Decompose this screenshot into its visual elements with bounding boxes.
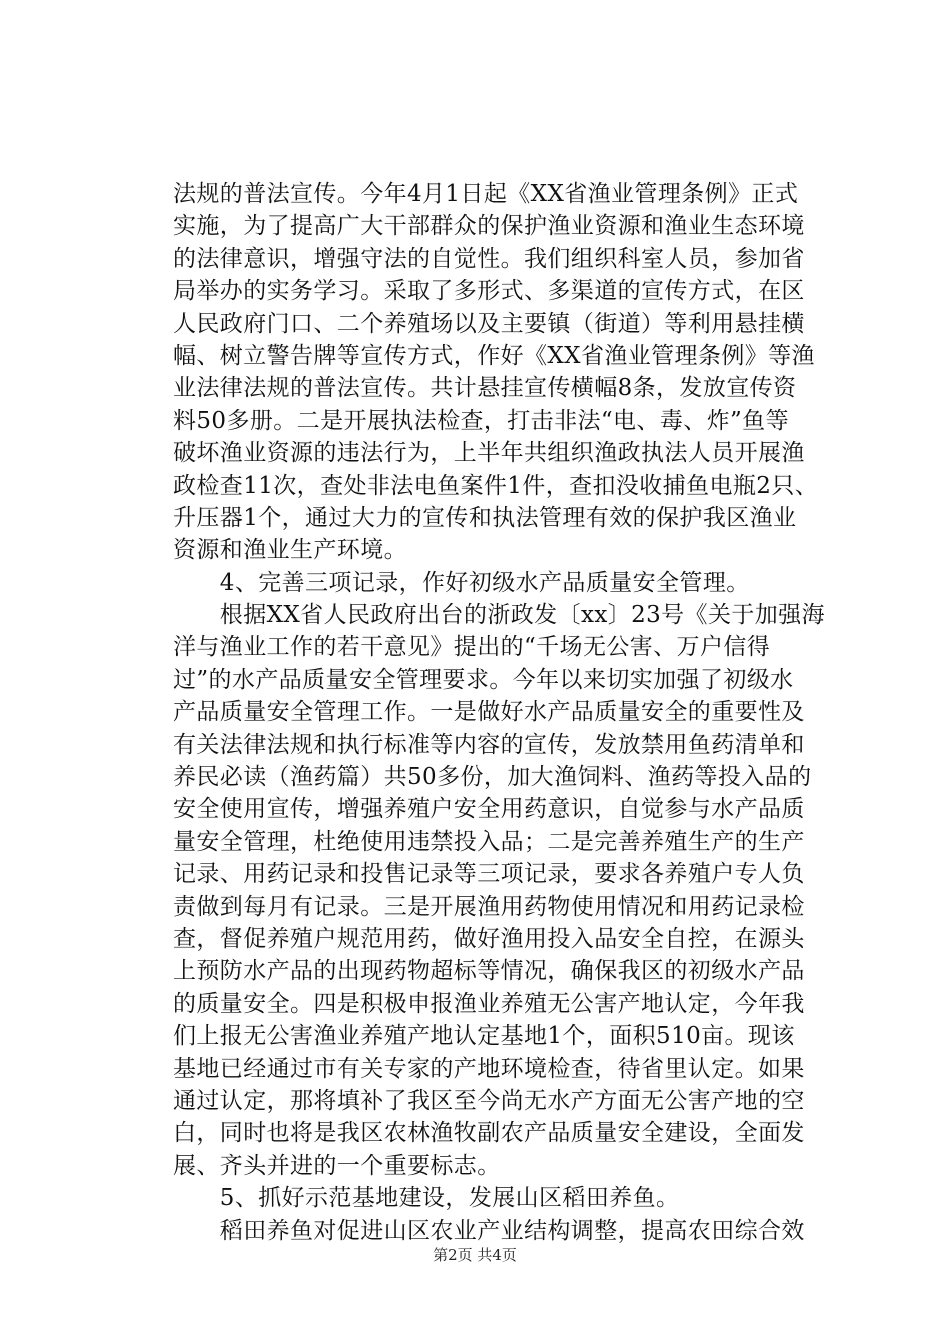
text-line: 基地已经通过市有关专家的产地环境检查，待省里认定。如果 [173, 1055, 805, 1082]
text-line: 养民必读（渔药篇）共50多份，加大渔饲料、渔药等投入品的 [173, 764, 812, 791]
text-line: 升压器1个，通过大力的宣传和执法管理有效的保护我区渔业 [173, 504, 797, 531]
text-line: 白，同时也将是我区农林渔牧副农产品质量安全建设，全面发 [173, 1120, 805, 1147]
text-line: 实施，为了提高广大干部群众的保护渔业资源和渔业生态环境 [173, 213, 805, 240]
text-line: 政检查11次，查处非法电鱼案件1件，查扣没收捕鱼电瓶2只、 [173, 472, 819, 499]
text-line: 有关法律法规和执行标准等内容的宣传，发放禁用鱼药清单和 [173, 731, 805, 758]
text-line: 料50多册。二是开展执法检查，打击非法“电、毒、炸”鱼等 [173, 407, 789, 434]
text-line: 局举办的实务学习。采取了多形式、多渠道的宣传方式，在区 [173, 278, 805, 305]
text-line: 产品质量安全管理工作。一是做好水产品质量安全的重要性及 [173, 699, 805, 726]
text-line: 通过认定，那将填补了我区至今尚无水产方面无公害产地的空 [173, 1087, 805, 1114]
text-line: 法规的普法宣传。今年4月1日起《XX省渔业管理条例》正式 [173, 181, 799, 207]
text-line: 上预防水产品的出现药物超标等情况，确保我区的初级水产品 [173, 958, 805, 985]
text-line: 稻田养鱼对促进山区农业产业结构调整，提高农田综合效 [173, 1217, 805, 1244]
text-line: 记录、用药记录和投售记录等三项记录，要求各养殖户专人负 [173, 861, 805, 888]
text-line: 5、抓好示范基地建设，发展山区稻田养鱼。 [173, 1185, 680, 1212]
text-line: 的质量安全。四是积极申报渔业养殖无公害产地认定，今年我 [173, 990, 805, 1017]
text-line: 破坏渔业资源的违法行为，上半年共组织渔政执法人员开展渔 [173, 440, 805, 467]
text-line: 业法律法规的普法宣传。共计悬挂宣传横幅8条，发放宣传资 [173, 375, 797, 402]
text-line: 根据XX省人民政府出台的浙政发〔xx〕23号《关于加强海 [173, 602, 825, 629]
text-line: 4、完善三项记录，作好初级水产品质量安全管理。 [173, 569, 750, 596]
text-line: 的法律意识，增强守法的自觉性。我们组织科室人员，参加省 [173, 245, 805, 272]
text-line: 人民政府门口、二个养殖场以及主要镇（街道）等利用悬挂横 [173, 310, 805, 337]
text-line: 洋与渔业工作的若干意见》提出的“千场无公害、万户信得 [173, 634, 771, 661]
text-line: 展、齐头并进的一个重要标志。 [173, 1152, 501, 1179]
text-line: 安全使用宣传，增强养殖户安全用药意识，自觉参与水产品质 [173, 796, 805, 823]
page-footer: 第2页 共4页 [433, 1246, 517, 1264]
text-line: 过”的水产品质量安全管理要求。今年以来切实加强了初级水 [173, 666, 794, 693]
text-line: 查，督促养殖户规范用药，做好渔用投入品安全自控，在源头 [173, 925, 805, 952]
text-line: 幅、树立警告牌等宣传方式，作好《XX省渔业管理条例》等渔 [173, 342, 815, 369]
text-line: 们上报无公害渔业养殖产地认定基地1个，面积510亩。现该 [173, 1023, 795, 1050]
text-line: 资源和渔业生产环境。 [173, 537, 407, 564]
text-line: 量安全管理，杜绝使用违禁投入品；二是完善养殖生产的生产 [173, 828, 805, 855]
body-text [173, 178, 838, 1247]
text-line: 责做到每月有记录。三是开展渔用药物使用情况和用药记录检 [173, 893, 805, 920]
